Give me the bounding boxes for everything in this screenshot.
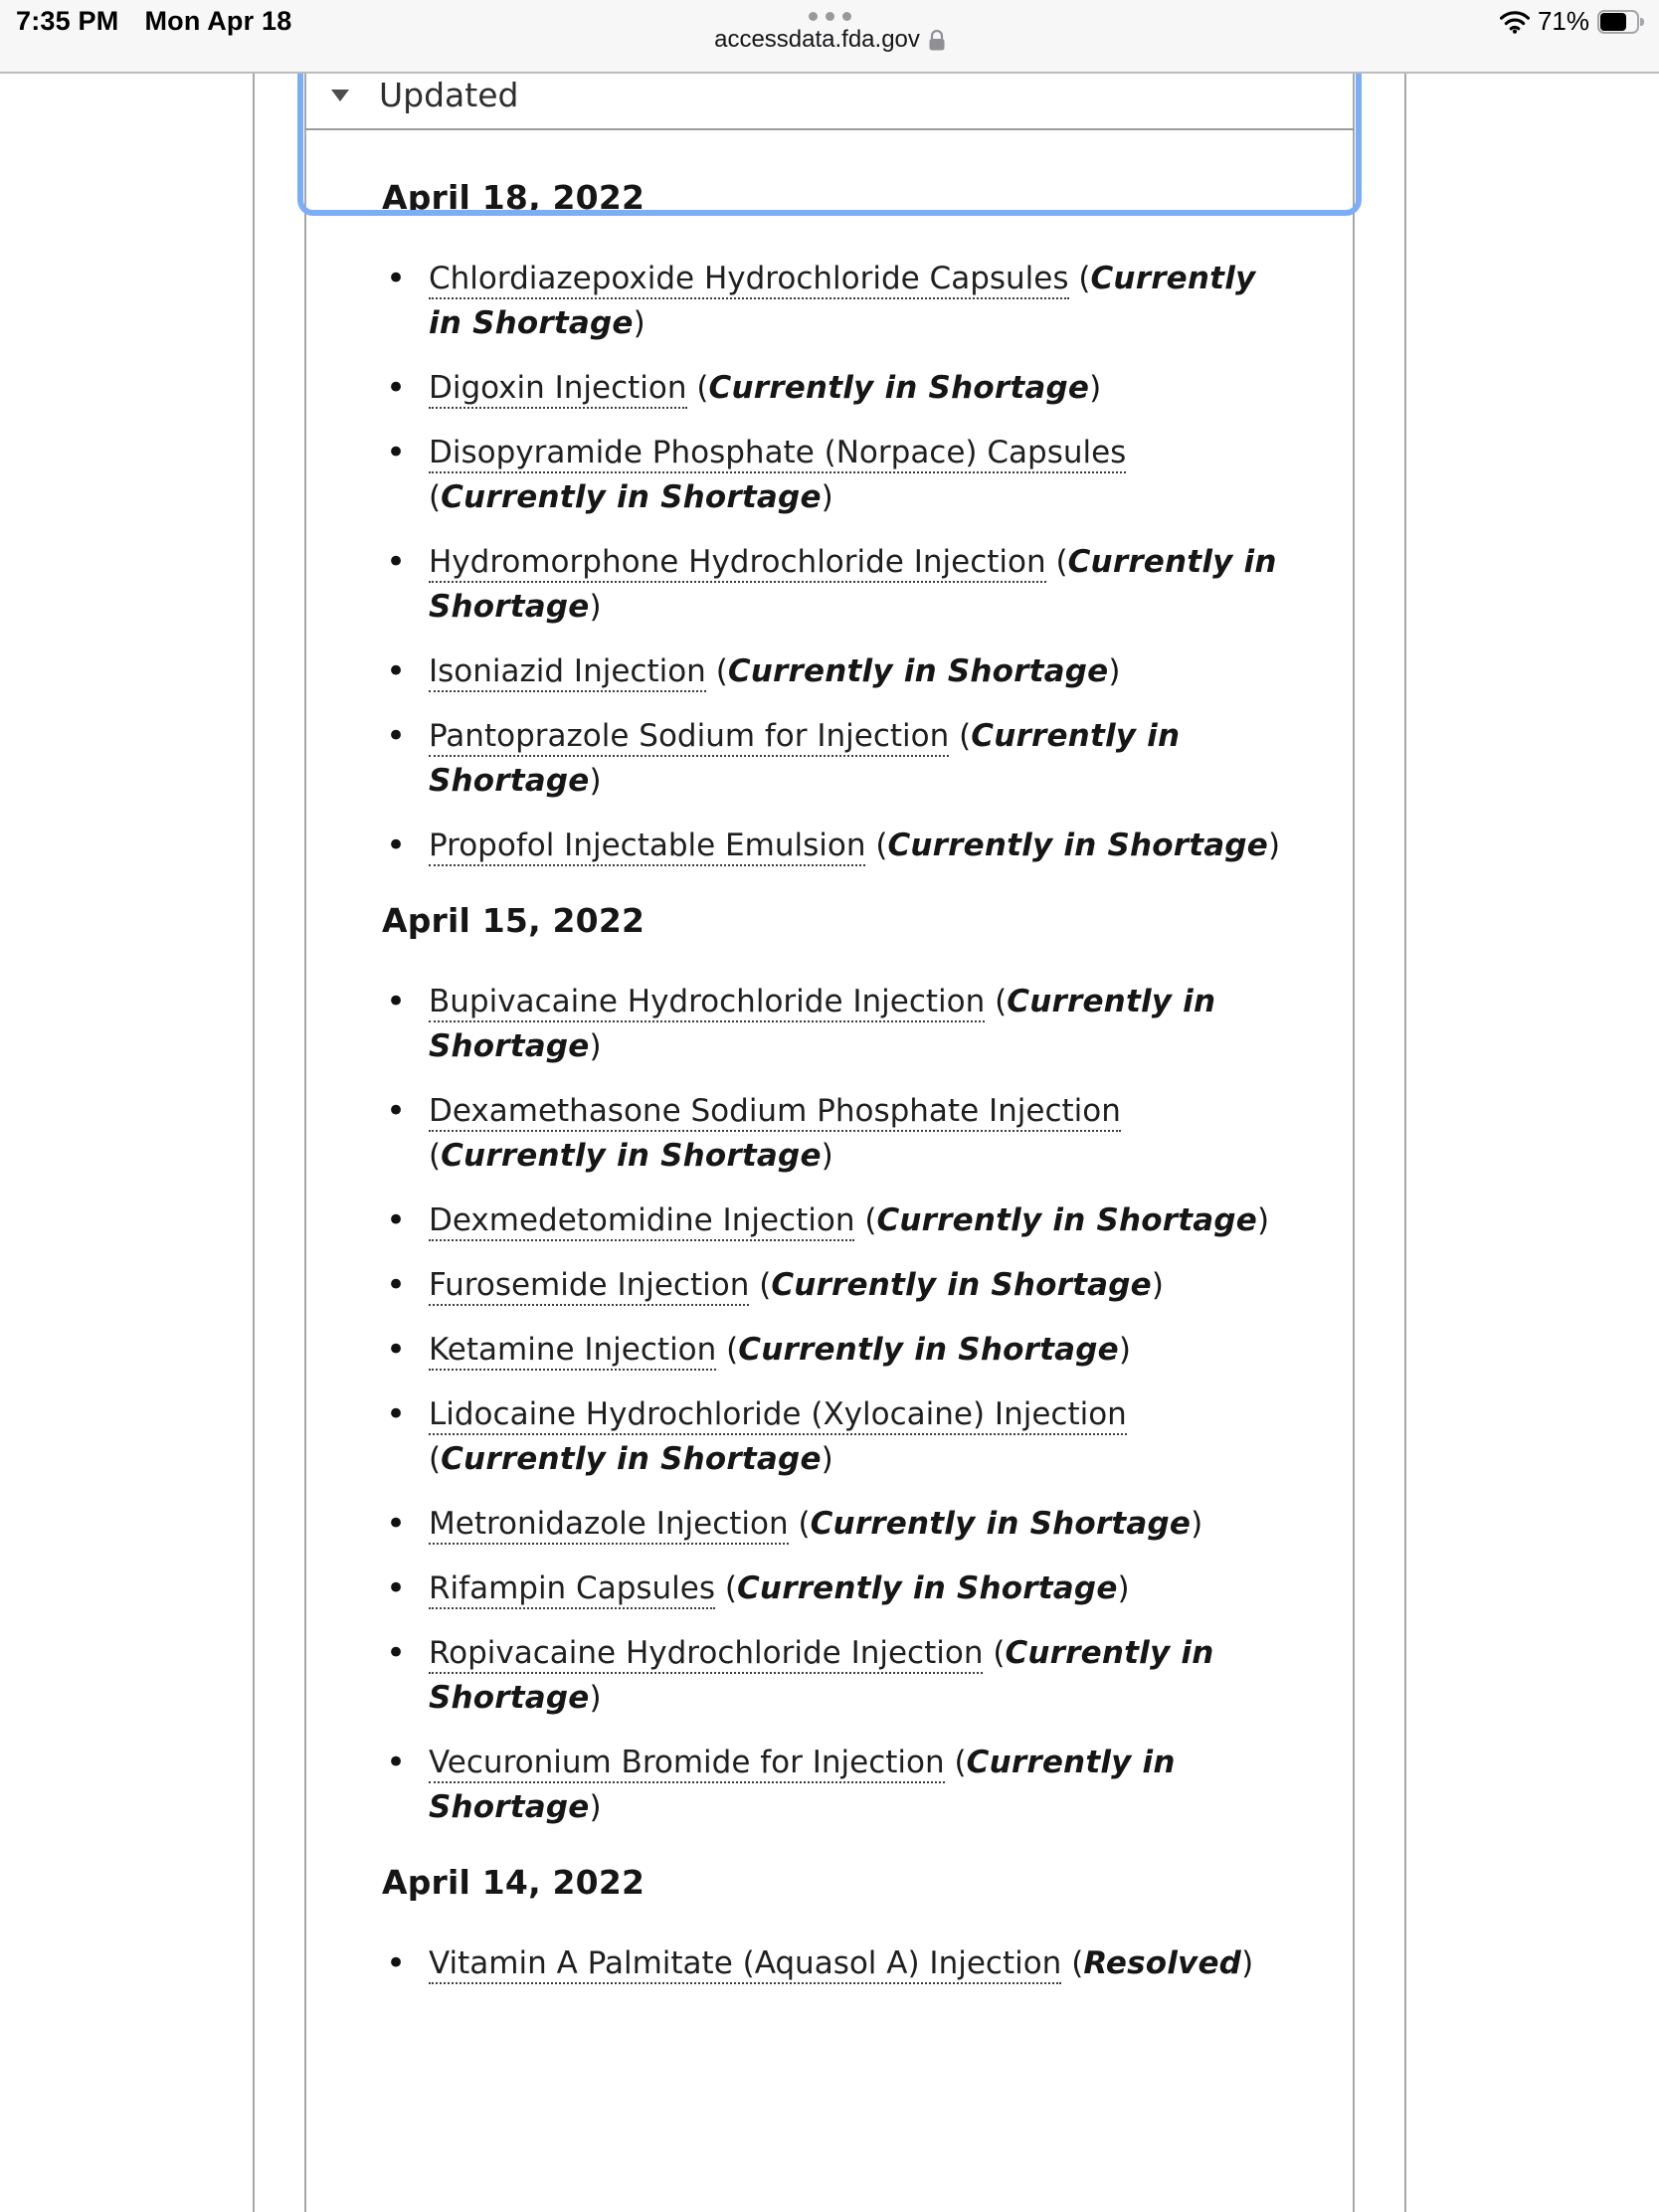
status-label: Currently in Shortage <box>429 718 1181 799</box>
drug-list-item <box>382 257 1294 346</box>
drug-link[interactable]: Digoxin Injection <box>429 370 687 409</box>
drug-list <box>382 257 1327 868</box>
header-cell-bottom-border <box>304 128 1355 130</box>
drug-list-item <box>382 980 1294 1069</box>
drug-list-item <box>382 714 1294 804</box>
drug-status: (Currently in Shortage) <box>429 1745 1176 1825</box>
drug-status: (Currently in Shortage) <box>429 1635 1214 1716</box>
drug-list-item <box>382 1263 1294 1308</box>
status-label: Currently in Shortage <box>441 1138 822 1174</box>
drug-status: (Currently in Shortage) <box>696 370 1102 406</box>
drug-list-item <box>382 540 1294 630</box>
drug-link[interactable]: Hydromorphone Hydrochloride Injection <box>429 544 1046 583</box>
status-label: Currently in Shortage <box>887 828 1269 863</box>
drug-link[interactable]: Furosemide Injection <box>429 1267 749 1306</box>
drug-list-item <box>382 1502 1294 1547</box>
status-label: Currently in Shortage <box>810 1506 1192 1542</box>
web-page <box>0 74 1659 2212</box>
drug-status: (Currently in Shortage) <box>875 828 1281 863</box>
table-outer-border-right <box>1404 74 1406 2212</box>
drug-list <box>382 1941 1327 1986</box>
drug-link[interactable]: Vecuronium Bromide for Injection <box>429 1745 945 1783</box>
drug-status: (Currently in Shortage) <box>726 1332 1131 1368</box>
drug-link[interactable]: Isoniazid Injection <box>429 653 706 692</box>
drug-list-item <box>382 649 1294 694</box>
drug-link[interactable]: Pantoprazole Sodium for Injection <box>429 718 949 757</box>
table-outer-border-left <box>253 74 255 2212</box>
drug-status: (Currently in Shortage) <box>429 261 1256 341</box>
status-label: Currently in Shortage <box>738 1332 1119 1368</box>
status-label: Currently in Shortage <box>727 653 1109 689</box>
status-label: Currently in Shortage <box>441 479 822 515</box>
drug-list-item <box>382 1631 1294 1721</box>
column-header-updated[interactable]: Updated <box>379 76 519 114</box>
drug-link[interactable]: Bupivacaine Hydrochloride Injection <box>429 984 985 1022</box>
drug-list-item <box>382 1941 1294 1986</box>
date-heading: April 14, 2022 <box>382 1863 645 1902</box>
drug-status: (Currently in Shortage) <box>864 1202 1270 1238</box>
status-label: Currently in Shortage <box>708 370 1090 406</box>
menu-dot-icon <box>826 12 834 21</box>
drug-list-item <box>382 1328 1294 1373</box>
drug-status: (Currently in Shortage) <box>724 1570 1130 1606</box>
drug-list-item <box>382 1198 1294 1243</box>
drug-list-item <box>382 1089 1294 1179</box>
status-label: Currently in Shortage <box>771 1267 1152 1303</box>
drug-status: (Currently in Shortage) <box>798 1506 1203 1542</box>
status-label: Currently in Shortage <box>429 1635 1214 1716</box>
menu-dot-icon <box>809 12 818 21</box>
shortage-list <box>382 142 1327 2006</box>
status-label: Currently in Shortage <box>429 261 1256 341</box>
status-label: Currently in Shortage <box>876 1202 1257 1238</box>
drug-list-item <box>382 1741 1294 1830</box>
drug-list-item <box>382 366 1294 411</box>
status-label: Currently in Shortage <box>429 544 1277 625</box>
drug-link[interactable]: Disopyramide Phosphate (Norpace) Capsules <box>429 435 1126 473</box>
status-bar-right <box>1500 6 1645 37</box>
drug-link[interactable]: Vitamin A Palmitate (Aquasol A) Injection <box>429 1945 1061 1984</box>
lock-icon <box>929 30 945 51</box>
status-label: Currently in Shortage <box>429 1745 1176 1825</box>
drug-link[interactable]: Propofol Injectable Emulsion <box>429 828 865 866</box>
drug-list <box>382 980 1327 1830</box>
drug-status: (Currently in Shortage) <box>715 653 1121 689</box>
page-menu-dots-button[interactable] <box>809 12 851 21</box>
drug-link[interactable]: Dexamethasone Sodium Phosphate Injection <box>429 1093 1121 1132</box>
drug-status: (Resolved) <box>1071 1945 1254 1981</box>
drug-link[interactable]: Ropivacaine Hydrochloride Injection <box>429 1635 983 1674</box>
sort-descending-icon <box>331 90 349 101</box>
drug-list-item <box>382 1567 1294 1611</box>
drug-status: (Currently in Shortage) <box>429 1441 833 1477</box>
table-cell-border-right <box>1353 74 1355 2212</box>
status-label: Resolved <box>1083 1945 1242 1981</box>
status-date: Mon Apr 18 <box>144 6 292 36</box>
drug-status: (Currently in Shortage) <box>429 479 833 515</box>
browser-chrome <box>0 0 1659 74</box>
drug-link[interactable]: Dexmedetomidine Injection <box>429 1202 854 1241</box>
table-cell-border-left <box>304 74 306 2212</box>
drug-status: (Currently in Shortage) <box>429 544 1277 625</box>
menu-dot-icon <box>842 12 851 21</box>
drug-link[interactable]: Metronidazole Injection <box>429 1506 789 1545</box>
battery-percent: 71% <box>1537 6 1589 36</box>
drug-status: (Currently in Shortage) <box>429 718 1181 799</box>
drug-status: (Currently in Shortage) <box>429 984 1216 1064</box>
address-bar[interactable] <box>714 26 945 54</box>
status-label: Currently in Shortage <box>736 1570 1118 1606</box>
drug-link[interactable]: Lidocaine Hydrochloride (Xylocaine) Injection <box>429 1396 1127 1435</box>
drug-list-item <box>382 431 1294 520</box>
drug-link[interactable]: Rifampin Capsules <box>429 1570 715 1609</box>
status-label: Currently in Shortage <box>429 984 1216 1064</box>
drug-list-item <box>382 1392 1294 1482</box>
drug-link[interactable]: Chlordiazepoxide Hydrochloride Capsules <box>429 261 1069 299</box>
wifi-icon <box>1500 10 1530 34</box>
address-domain: accessdata.fda.gov <box>714 26 920 53</box>
status-label: Currently in Shortage <box>441 1441 822 1477</box>
status-time: 7:35 PM <box>16 6 119 36</box>
date-heading: April 15, 2022 <box>382 901 645 940</box>
drug-status: (Currently in Shortage) <box>759 1267 1164 1303</box>
battery-icon <box>1597 10 1645 34</box>
drug-link[interactable]: Ketamine Injection <box>429 1332 716 1371</box>
drug-list-item <box>382 824 1294 868</box>
drug-status: (Currently in Shortage) <box>429 1138 833 1174</box>
date-heading: April 18, 2022 <box>382 178 645 217</box>
